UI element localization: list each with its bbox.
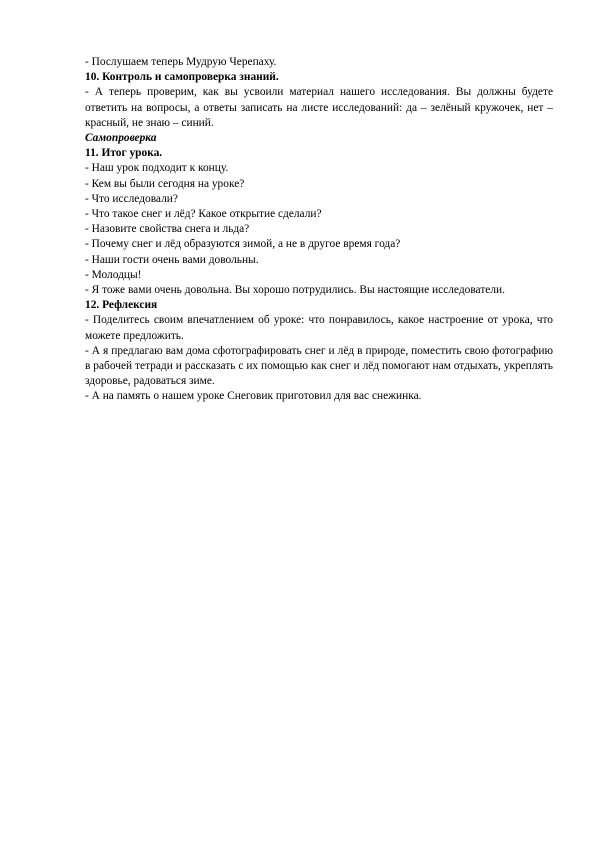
text-line: - Я тоже вами очень довольна. Вы хорошо потрудились. Вы настоящие исследователи. xyxy=(85,284,505,297)
text-line: - Молодцы! xyxy=(85,268,142,281)
subheading-self-check: Самопроверка xyxy=(85,132,157,145)
paragraph-reflection: - Поделитесь своим впечатлением об уроке: что понравилось, какое настроение от урока, что можете предложить. xyxy=(85,314,553,342)
document-body xyxy=(85,55,553,405)
text-line: - Наш урок подходит к концу. xyxy=(85,162,229,175)
section-heading-control: 10. Контроль и самопроверка знаний. xyxy=(85,71,279,84)
text-line: - Что такое снег и лёд? Какое открытие сделали? xyxy=(85,208,322,221)
text-line: - Почему снег и лёд образуются зимой, а не в другое время года? xyxy=(85,238,401,251)
paragraph-check-instructions: - А теперь проверим, как вы усвоили материал нашего исследования. Вы должны будете ответить на вопросы, а ответы записать на листе исследований: да – зелёный кружочек, нет – красный, не знаю – синий. xyxy=(85,86,553,129)
text-line: - А на память о нашем уроке Снеговик приготовил для вас снежинка. xyxy=(85,390,422,403)
paragraph-homework: - А я предлагаю вам дома сфотографировать снег и лёд в природе, поместить свою фотографию в рабочей тетради и рассказать с их помощью как снег и лёд помогают нам отдыхать, укреплять здоровье, радоваться зиме. xyxy=(85,344,553,388)
section-heading-reflection: 12. Рефлексия xyxy=(85,299,158,312)
text-line: - Что исследовали? xyxy=(85,192,178,205)
text-line: - Кем вы были сегодня на уроке? xyxy=(85,177,245,190)
text-line: - Послушаем теперь Мудрую Черепаху. xyxy=(85,56,277,68)
text-line: - Наши гости очень вами довольны. xyxy=(85,253,259,266)
section-heading-summary: 11. Итог урока. xyxy=(85,147,163,160)
text-line: - Назовите свойства снега и льда? xyxy=(85,223,250,236)
